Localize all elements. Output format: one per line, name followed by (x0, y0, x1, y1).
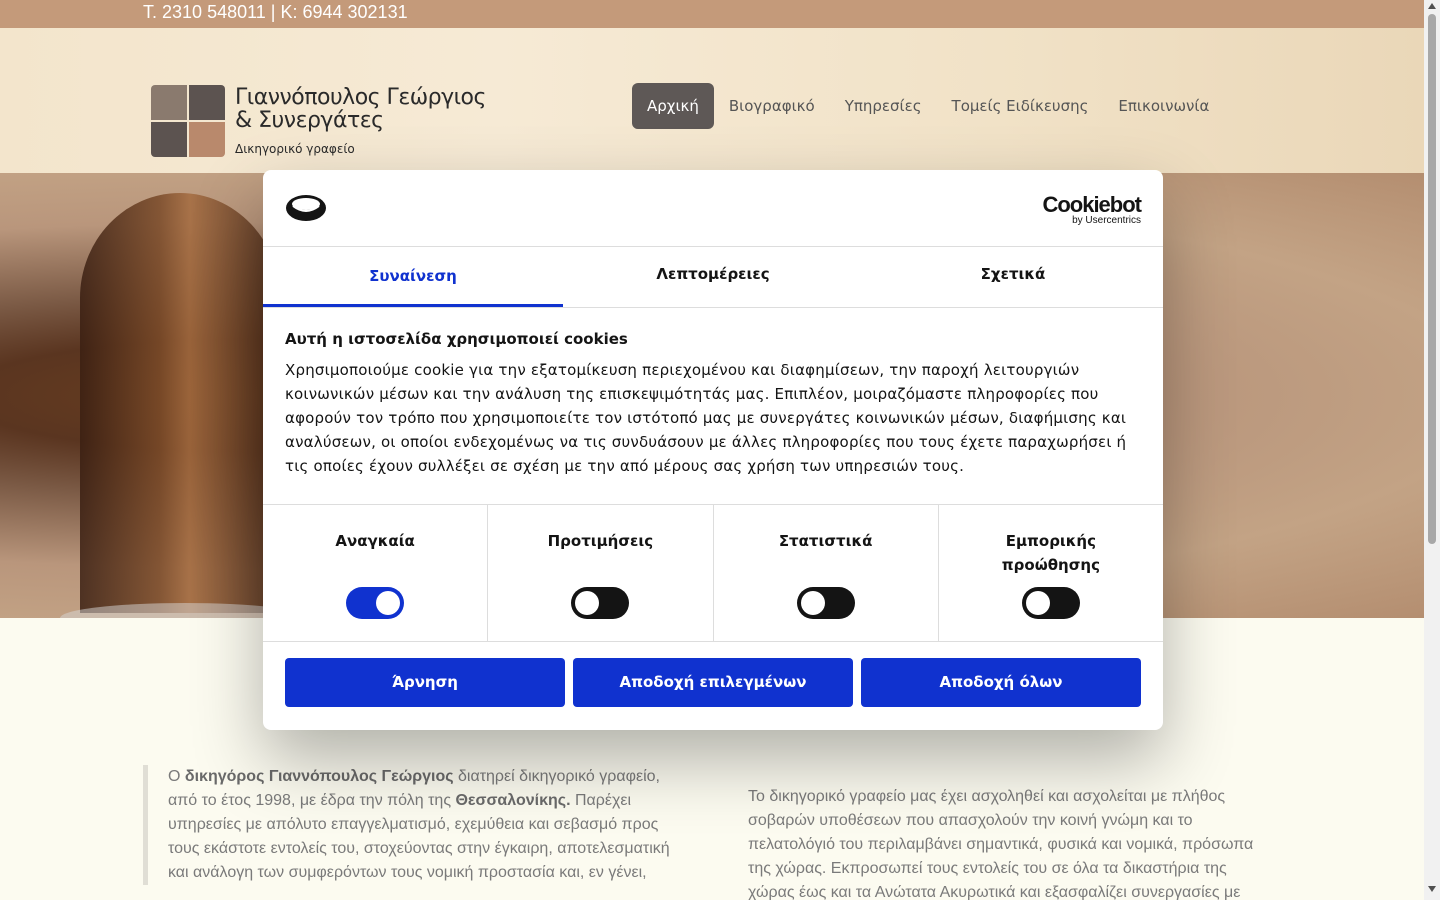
intro-paragraph-right: Το δικηγορικό γραφείο μας έχει ασχοληθεί και ασχολείται με πλήθος σοβαρών υποθέσεων που απασχολούν την κοινή γνώμη και το πελατολόγιό του περιλαμβάνει σημαντικά, φυσικά και νομικά, πρόσωπα της χώρας. Εκπροσωπεί τους εντολείς του σε όλα τα δικαστήρια της χώρας έως και τα Ανώτατα Ακυρωτικά και εξασφαλίζει συνεργασίες με (748, 788, 1254, 900)
dialog-tabs (263, 247, 1163, 308)
dialog-header (263, 170, 1163, 247)
nav-item-specialties[interactable]: Τομείς Ειδίκευσης (951, 97, 1089, 115)
toggle-statistics[interactable] (797, 587, 855, 619)
intro-paragraph: Ο δικηγόρος Γιαννόπουλος Γεώργιος διατηρεί δικηγορικό γραφείο, από το έτος 1998, με έδρα την πόλη της Θεσσαλονίκης. Παρέχει υπηρεσίες με απόλυτο επαγγελματισμό, εχεμύθεια και σεβασμό προς τους εκάστοτε εντολείς του, στοχεύοντας στην έγκαιρη, αποτελεσματική και ανάλογη των συμφερόντων τους νομική προστασία και, εν γένει, (168, 768, 670, 881)
page-scrollbar[interactable] (1424, 0, 1440, 900)
tab-details[interactable]: Λεπτομέρειες (656, 265, 770, 283)
deny-button[interactable]: Άρνηση (285, 658, 565, 707)
category-statistics (714, 505, 939, 641)
toggle-necessary[interactable] (346, 587, 404, 619)
nav-item-services[interactable]: Υπηρεσίες (844, 97, 922, 115)
category-marketing (939, 505, 1163, 641)
scrollbar-thumb[interactable] (1428, 14, 1436, 544)
cookiebot-icon (285, 192, 327, 224)
logo-title[interactable]: Γιαννόπουλος Γεώργιος & Συνεργάτες (235, 85, 486, 133)
category-label: Εμπορικής προώθησης (1001, 532, 1100, 574)
logo-mark[interactable] (151, 85, 225, 157)
category-necessary (263, 505, 488, 641)
logo-subtitle: Δικηγορικό γραφείο (235, 142, 355, 156)
accept-selected-button[interactable]: Αποδοχή επιλεγμένων (573, 658, 853, 707)
gavel-image (80, 193, 280, 613)
dialog-heading: Αυτή η ιστοσελίδα χρησιμοποιεί cookies (285, 330, 628, 348)
dialog-body (263, 308, 1163, 505)
dialog-text: Χρησιμοποιούμε cookie για την εξατομίκευση περιεχομένου και διαφημίσεων, την παροχή λειτουργιών κοινωνικών μέσων και την ανάλυση της επισκεψιμότητάς μας. Επιπλέον, μοιραζόμαστε πληροφορίες που αφορούν τον τρόπο που χρησιμοποιείτε τον ιστότοπό μας με συνεργάτες κοινωνικών μέσων, διαφήμισης και αναλύσεων, οι οποίοι ενδεχομένως να τις συνδυάσουν με άλλες πληροφορίες που τους έχετε παραχωρήσει ή τις οποίες έχουν συλλέξει σε σχέση με την από μέρους σας χρήση των υπηρεσιών τους. (285, 361, 1127, 475)
category-label: Αναγκαία (335, 532, 415, 550)
toggle-marketing[interactable] (1022, 587, 1080, 619)
nav-item-bio[interactable]: Βιογραφικό (728, 97, 815, 115)
nav-item-contact[interactable]: Επικοινωνία (1118, 97, 1210, 115)
accept-all-button[interactable]: Αποδοχή όλων (861, 658, 1141, 707)
arrow-up-icon[interactable] (1428, 3, 1436, 9)
main-nav (632, 83, 1224, 129)
tab-consent[interactable]: Συναίνεση (263, 247, 563, 307)
toggle-preferences[interactable] (571, 587, 629, 619)
intro-left-column (143, 765, 683, 885)
site-header (0, 28, 1424, 173)
dialog-buttons (263, 642, 1163, 723)
tab-about[interactable]: Σχετικά (980, 265, 1046, 283)
cookie-consent-dialog (263, 170, 1163, 730)
contact-phones: Τ. 2310 548011 | Κ: 6944 302131 (143, 2, 408, 22)
category-label: Στατιστικά (778, 532, 873, 550)
category-label: Προτιμήσεις (547, 532, 654, 550)
cookiebot-logo[interactable]: Cookiebot by Usercentrics (1042, 192, 1141, 226)
nav-item-home[interactable]: Αρχική (632, 83, 714, 129)
cookie-categories (263, 505, 1163, 642)
category-preferences (488, 505, 713, 641)
arrow-down-icon[interactable] (1428, 886, 1436, 892)
top-bar (0, 0, 1424, 28)
intro-right-column (748, 785, 1268, 900)
